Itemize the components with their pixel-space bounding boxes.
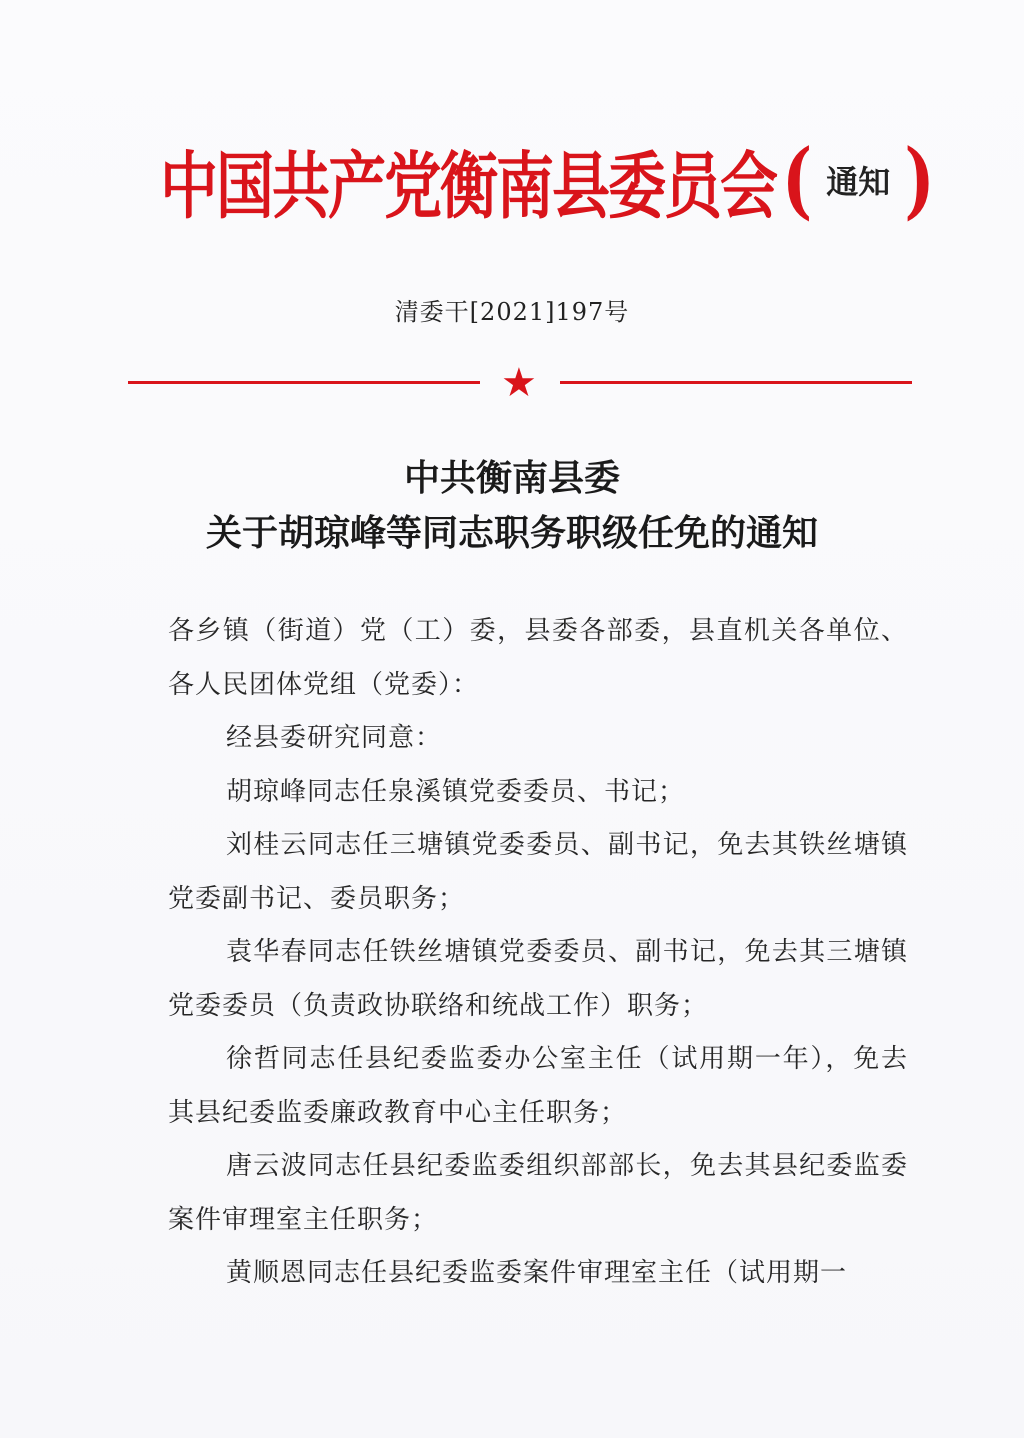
- salutation: 各乡镇（街道）党（工）委，县委各部委，县直机关各单位、各人民团体党组（党委）：: [168, 616, 908, 700]
- letterhead-doc-type: 通知: [826, 163, 891, 201]
- letterhead-paren-open: (: [782, 131, 813, 229]
- body-paragraph: 胡琼峰同志任泉溪镇党委委员、书记；: [226, 776, 686, 807]
- letterhead-paren-close: ): [904, 131, 935, 229]
- document-number: 清委干[2021]197号: [394, 298, 630, 326]
- body-paragraph: 经县委研究同意：: [226, 723, 443, 753]
- body-paragraph: 唐云波同志任县纪委监委组织部部长，免去其县纪委监委案件审理室主任职务；: [168, 1151, 908, 1235]
- document-title-line-2: 关于胡琼峰等同志职务职级任免的通知: [205, 512, 818, 554]
- red-rule-left: [128, 381, 480, 384]
- body-paragraph: 徐哲同志任县纪委监委办公室主任（试用期一年），免去其县纪委监委廉政教育中心主任职务；: [168, 1044, 908, 1128]
- document-title-line-1: 中共衡南县委: [403, 457, 620, 499]
- letterhead: [160, 131, 941, 229]
- body-paragraph: 刘桂云同志任三塘镇党委委员、副书记，免去其铁丝塘镇党委副书记、委员职务；: [168, 830, 908, 914]
- red-rule-right: [560, 381, 912, 384]
- body-paragraph: 黄顺恩同志任县纪委监委案件审理室主任（试用期一: [226, 1258, 848, 1288]
- star-icon: ★: [501, 360, 537, 406]
- body-paragraph: 袁华春同志任铁丝塘镇党委委员、副书记，免去其三塘镇党委委员（负责政协联络和统战工作）职务；: [168, 937, 908, 1021]
- letterhead-org-name: 中国共产党衡南县委员会: [160, 143, 777, 229]
- document-body: [168, 605, 908, 1301]
